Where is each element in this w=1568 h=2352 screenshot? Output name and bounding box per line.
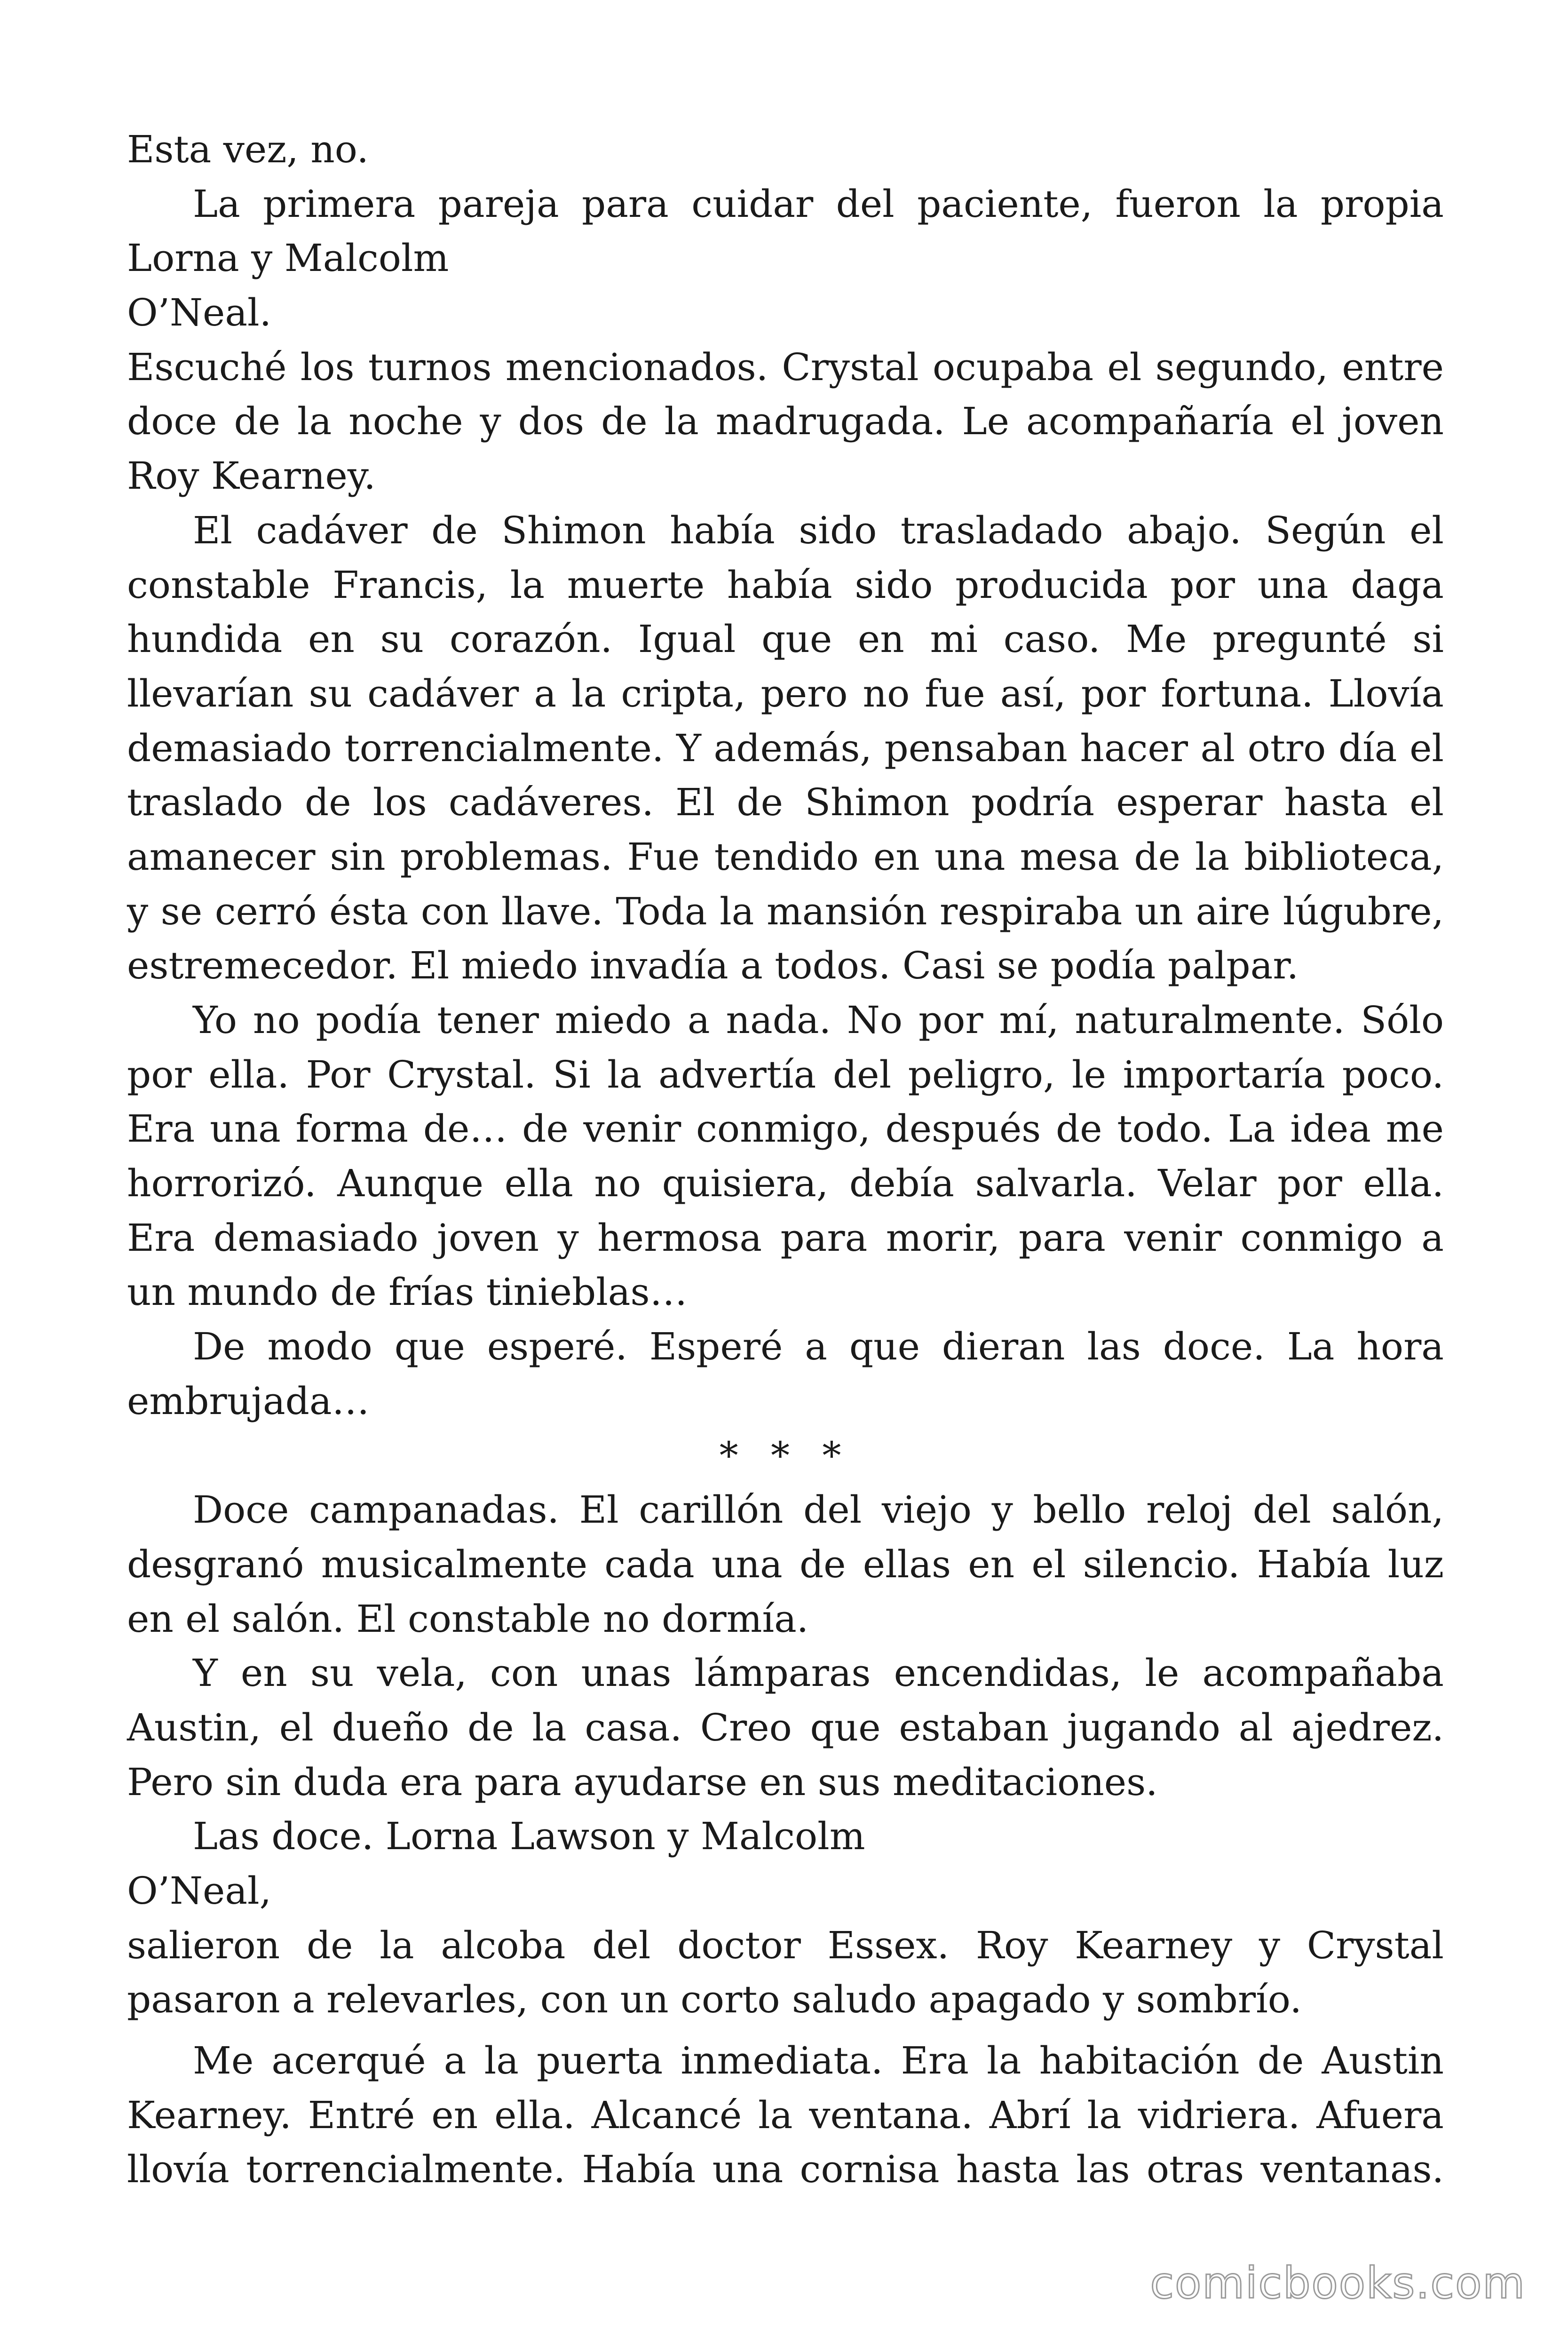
text-line: estremecedor. El miedo invadía a todos. Casi se podía palpar. xyxy=(127,944,1299,988)
text-line: constable Francis, la muerte había sido producida por una daga xyxy=(127,563,1444,607)
text-line: traslado de los cadáveres. El de Shimon podría esperar hasta el xyxy=(127,780,1444,825)
text-line: llevarían su cadáver a la cripta, pero no fue así, por fortuna. Llovía xyxy=(127,671,1444,715)
text-line: salieron de la alcoba del doctor Essex. Roy Kearney y Crystal xyxy=(127,1923,1444,1967)
text-line: Era demasiado joven y hermosa para morir, para venir conmigo a xyxy=(127,1216,1444,1260)
text-line: Me acerqué a la puerta inmediata. Era la habitación de Austin xyxy=(193,2039,1444,2083)
text-line: en el salón. El constable no dormía. xyxy=(127,1597,809,1641)
text-line: Escuché los turnos mencionados. Crystal ocupaba el segundo, entre xyxy=(127,345,1444,389)
text-line: Austin, el dueño de la casa. Creo que estaban jugando al ajedrez. xyxy=(127,1705,1444,1749)
text-line: Roy Kearney. xyxy=(127,454,376,498)
text-line: llovía torrencialmente. Había una cornisa hasta las otras ventanas. xyxy=(127,2147,1444,2192)
text-line: hundida en su corazón. Igual que en mi caso. Me pregunté si xyxy=(127,617,1444,661)
text-line: desgranó musicalmente cada una de ellas en el silencio. Había luz xyxy=(127,1542,1444,1586)
text-line: Las doce. Lorna Lawson y Malcolm xyxy=(193,1814,865,1859)
text-line: embrujada… xyxy=(127,1379,370,1423)
text-line: Doce campanadas. El carillón del viejo y bello reloj del salón, xyxy=(193,1488,1444,1532)
text-line: un mundo de frías tinieblas… xyxy=(127,1270,688,1314)
text-line: Pero sin duda era para ayudarse en sus meditaciones. xyxy=(127,1760,1158,1804)
text-line: y se cerró ésta con llave. Toda la mansión respiraba un aire lúgubre, xyxy=(127,889,1444,933)
text-line: Esta vez, no. xyxy=(127,127,369,171)
text-line: por ella. Por Crystal. Si la advertía del peligro, le importaría poco. xyxy=(127,1052,1444,1097)
text-line: O’Neal, xyxy=(127,1869,272,1913)
text-line: O’Neal. xyxy=(127,291,272,335)
text-line: pasaron a relevarles, con un corto saludo apagado y sombrío. xyxy=(127,1978,1302,2022)
text-line: Lorna y Malcolm xyxy=(127,236,449,280)
text-line: Y en su vela, con unas lámparas encendidas, le acompañaba xyxy=(193,1651,1444,1695)
text-line: Yo no podía tener miedo a nada. No por mí, naturalmente. Sólo xyxy=(193,998,1444,1042)
text-line: Era una forma de… de venir conmigo, después de todo. La idea me xyxy=(127,1107,1444,1151)
page-body xyxy=(127,122,1444,2197)
text-line: doce de la noche y dos de la madrugada. Le acompañaría el joven xyxy=(127,399,1444,444)
text-line: El cadáver de Shimon había sido trasladado abajo. Según el xyxy=(193,508,1444,552)
text-line: demasiado torrencialmente. Y además, pensaban hacer al otro día el xyxy=(127,726,1444,770)
text-line: horrorizó. Aunque ella no quisiera, debía salvarla. Velar por ella. xyxy=(127,1161,1444,1206)
watermark: comicbooks.com xyxy=(1150,2258,1526,2308)
text-line: amanecer sin problemas. Fue tendido en una mesa de la biblioteca, xyxy=(127,834,1444,879)
section-separator: * * * xyxy=(719,1433,852,1478)
text-line: Kearney. Entré en ella. Alcancé la ventana. Abrí la vidriera. Afuera xyxy=(127,2093,1444,2137)
text-line: La primera pareja para cuidar del paciente, fueron la propia xyxy=(193,182,1444,226)
text-line: De modo que esperé. Esperé a que dieran las doce. La hora xyxy=(193,1325,1444,1369)
